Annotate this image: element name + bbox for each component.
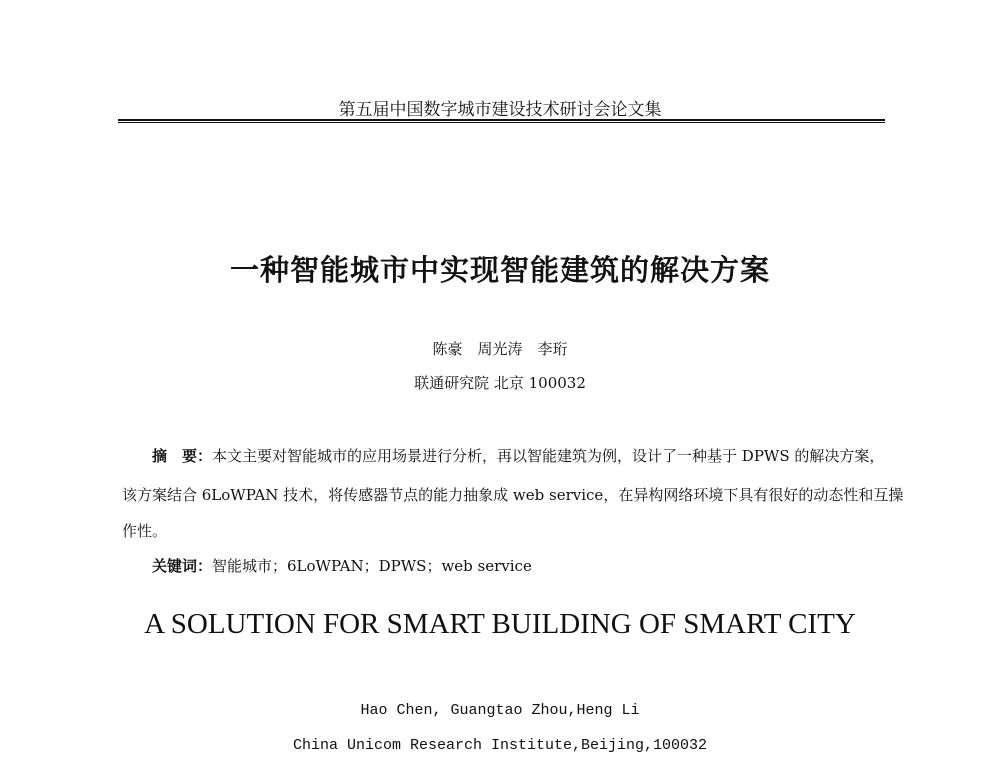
paper-title-cn: 一种智能城市中实现智能建筑的解决方案: [229, 253, 770, 287]
abstract-label: 摘 要：: [152, 447, 213, 465]
abstract-text-1: 本文主要对智能城市的应用场景进行分析，再以智能建筑为例，设计了一种基于 DPWS 的解决方案，: [212, 447, 885, 465]
paper-title-en: A SOLUTION FOR SMART BUILDING OF SMART CITY: [144, 608, 856, 640]
affiliation-en: China Unicom Research Institute,Beijing,100032: [292, 737, 708, 754]
keywords-label: 关键词：: [152, 557, 213, 575]
affiliation-cn: 联通研究院 北京 100032: [414, 374, 586, 392]
abstract-line-1: [152, 445, 884, 466]
keywords-text: 智能城市；6LoWPAN；DPWS；web service: [212, 557, 532, 575]
abstract-line-2: 该方案结合 6LoWPAN 技术，将传感器节点的能力抽象成 web service，在异构网络环境下具有很好的动态性和互操: [122, 486, 904, 504]
abstract-line-3: 作性。: [122, 522, 168, 540]
authors-en: Hao Chen, Guangtao Zhou,Heng Li: [360, 702, 640, 719]
header-rule: [118, 119, 885, 123]
keywords-line: [152, 555, 532, 576]
authors-cn: 陈豪 周光涛 李珩: [432, 340, 568, 358]
proceedings-header: 第五届中国数字城市建设技术研讨会论文集: [338, 100, 662, 120]
